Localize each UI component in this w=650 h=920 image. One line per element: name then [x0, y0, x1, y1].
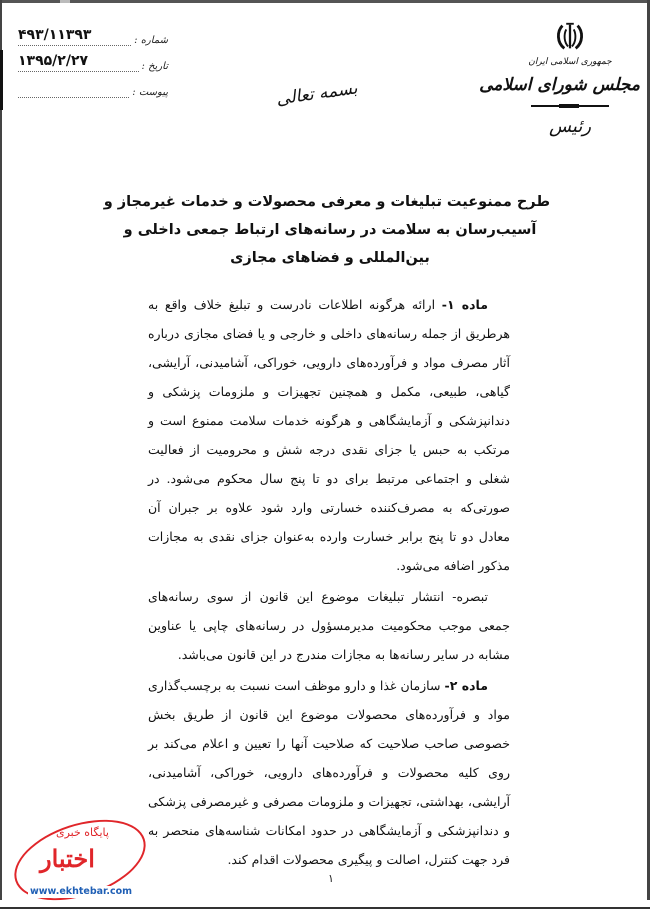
article-2	[148, 671, 510, 874]
reference-date-row	[18, 48, 168, 72]
article-2-heading: ماده ۲-	[444, 678, 488, 693]
article-1-heading: ماده ۱-	[441, 297, 488, 312]
note-1	[148, 582, 510, 669]
news-agency-watermark	[6, 818, 156, 908]
reference-date-label: تاریخ :	[141, 61, 168, 72]
reference-number-value: ۴۹۳/۱۱۳۹۳	[18, 25, 131, 46]
article-1	[148, 290, 510, 580]
scan-border-left-shadow	[0, 50, 3, 110]
office-role: رئیس	[548, 116, 592, 137]
reference-attachment-label: پیوست :	[132, 87, 168, 98]
article-2-text: سازمان غذا و دارو موظف است نسبت به برچسب‌گذاری مواد و فرآورده‌های محصولات موضوع این قانون از طریق بخش خصوصی صاحب صلاحیت که صلاحیت آنها را تعیین و اعلام می‌کند بر روی کلیه محصولات و فرآورده‌های دارویی، خوراکی، آشامیدنی، آرایشی، بهداشتی، تجهیزات و ملزومات مصرفی و غیرمصرفی پزشکی و دندانپزشکی و آزمایشگاهی در حدود امکانات شناسه‌های منحصر به فرد جهت کنترل، اصالت و پیگیری محصولات اقدام کند.	[148, 678, 510, 867]
stamp-url: www.ekhtebar.com	[30, 886, 133, 897]
page-number: ۱	[328, 872, 334, 885]
document-title	[103, 188, 550, 272]
stamp-caption: پایگاه خبری	[56, 826, 109, 839]
invocation-calligraphy: بسمه تعالی	[275, 78, 359, 110]
organization-letterhead	[479, 56, 640, 139]
reference-attachment-row	[18, 74, 168, 98]
country-name: جمهوری اسلامی ایران	[528, 57, 612, 67]
article-1-text: ارائه هرگونه اطلاعات نادرست و تبلیغ خلاف واقع به هرطریق از جمله رسانه‌های داخلی و خارجی و یا فضای مجازی درباره آثار مصرف مواد و فرآورده‌های دارویی، خوراکی، آشامیدنی، آرایشی، گیاهی، طبیعی، مکمل و همچنین تجهیزات و ملزومات پزشکی و دندانپزشکی و آزمایشگاهی و هرگونه خدمات سلامت ممنوع است و مرتکب به حبس یا جزای نقدی درجه شش و محرومیت از فعالیت شغلی و اجتماعی مرتبط برای دو تا پنج سال محکوم می‌شود. در صورتی‌که به مصرف‌کننده خسارتی وارد شود علاوه بر جبران آن معادل دو تا پنج برابر خسارت وارده به‌عنوان جزای نقدی به مجازات مذکور اضافه می‌شود.	[148, 297, 510, 573]
scan-border-gap	[60, 0, 70, 3]
reference-attachment-value	[18, 77, 129, 98]
reference-block	[18, 22, 168, 100]
iran-emblem-icon	[553, 20, 587, 54]
note-1-text: تبصره- انتشار تبلیغات موضوع این قانون از سوی رسانه‌های جمعی موجب محکومیت مدیرمسؤول در رسانه‌های چاپی یا عناوین مشابه در سایر رسانه‌ها به مجازات مندرج در این قانون می‌باشد.	[148, 589, 510, 662]
title-line: آسیب‌رسان به سلامت در رسانه‌های ارتباط جمعی داخلی و	[123, 222, 537, 238]
organization-name: مجلس شورای اسلامی	[479, 75, 640, 95]
title-line: بین‌المللی و فضاهای مجازی	[230, 250, 430, 266]
reference-number-label: شماره :	[134, 35, 168, 46]
scan-border-left	[0, 0, 2, 900]
document-body	[148, 290, 510, 874]
letterhead-divider	[531, 105, 609, 107]
stamp-logo-text: اختبار	[40, 844, 95, 873]
reference-date-value: ۱۳۹۵/۲/۲۷	[18, 51, 139, 72]
reference-number-row	[18, 22, 168, 46]
scan-border-top	[0, 0, 650, 3]
title-line: طرح ممنوعیت تبلیغات و معرفی محصولات و خدمات غیرمجاز و	[103, 194, 550, 210]
